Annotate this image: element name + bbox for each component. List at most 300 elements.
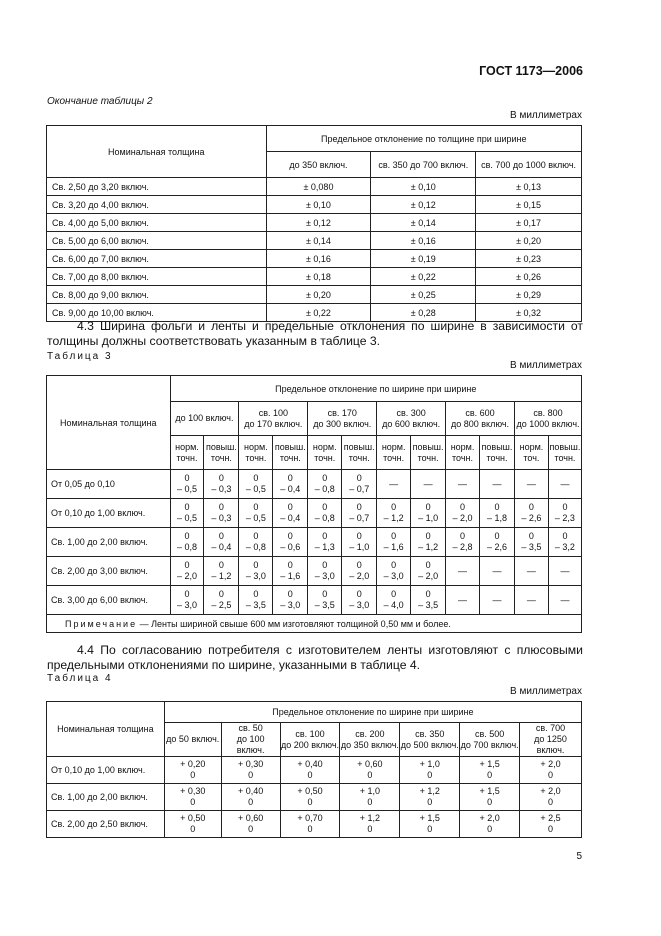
cell-line: – 0,7 <box>349 513 370 523</box>
cell-value <box>221 784 280 811</box>
table-row <box>47 528 582 557</box>
row-label: Св. 7,00 до 8,00 включ. <box>47 268 267 286</box>
cell-value <box>273 470 308 499</box>
cell-value <box>280 811 340 838</box>
cell-value <box>548 470 581 499</box>
cell-line: 0 <box>322 531 328 541</box>
cell-line: – 0,8 <box>176 542 197 552</box>
cell-line: 0 <box>425 502 431 512</box>
table4-group-header: Предельное отклонение по ширине при ширине <box>164 702 581 723</box>
cell-value <box>548 528 581 557</box>
cell-line: – 0,5 <box>176 513 197 523</box>
cell-line: 0 <box>253 502 259 512</box>
cell-value <box>170 470 204 499</box>
cell-value <box>342 528 377 557</box>
cell-line: 0 <box>487 797 493 807</box>
cell-line: + 1,2 <box>419 786 440 796</box>
cell-line: + 2,0 <box>540 786 561 796</box>
cell-value: ± 0,22 <box>371 268 476 286</box>
cell-line: 0 <box>356 473 362 483</box>
accuracy-header <box>377 436 411 470</box>
cell-line: – 3,0 <box>245 571 266 581</box>
cell-value <box>411 528 446 557</box>
cell-line: + 0,50 <box>297 786 323 796</box>
cell-line: точн. <box>486 452 508 463</box>
cell-line: точн. <box>417 452 439 463</box>
table3 <box>46 375 582 633</box>
cell-line: св. 600 <box>465 407 495 418</box>
cell-line: точн. <box>452 452 474 463</box>
cell-value <box>342 470 377 499</box>
table-row <box>47 232 582 250</box>
cell-value <box>480 557 515 586</box>
table2-units: В миллиметрах <box>510 110 582 121</box>
accuracy-header <box>342 436 377 470</box>
cell-line: — <box>526 478 536 489</box>
cell-value <box>514 528 548 557</box>
cell-line: точн. <box>554 452 576 463</box>
cell-line: до 800 включ. <box>450 418 510 429</box>
cell-line: до 500 включ. <box>400 739 459 750</box>
cell-line: 0 <box>367 770 373 780</box>
cell-line: св. 170 <box>327 407 357 418</box>
cell-value: ± 0,19 <box>371 250 476 268</box>
cell-line: 0 <box>287 531 293 541</box>
cell-value <box>273 528 308 557</box>
cell-value <box>520 757 582 784</box>
cell-line: – 0,4 <box>211 542 232 552</box>
cell-line: 0 <box>391 589 397 599</box>
cell-value: ± 0,22 <box>266 304 371 322</box>
cell-line: точн. <box>210 452 232 463</box>
width-range-header <box>377 402 446 436</box>
cell-line: – 3,0 <box>176 600 197 610</box>
cell-line: + 0,20 <box>180 759 206 769</box>
cell-line: точн. <box>348 452 370 463</box>
cell-line: – 0,8 <box>245 542 266 552</box>
cell-line: – 1,0 <box>349 542 370 552</box>
cell-line: до 300 включ. <box>313 418 372 429</box>
cell-line: 0 <box>190 797 196 807</box>
cell-line: повыш. <box>412 441 444 452</box>
table-row <box>47 811 582 838</box>
cell-line: повыш. <box>549 441 581 452</box>
cell-value <box>221 811 280 838</box>
cell-value <box>273 557 308 586</box>
cell-value: ± 0,20 <box>476 232 582 250</box>
cell-line: – 2,0 <box>349 571 370 581</box>
cell-line: точн. <box>383 452 405 463</box>
width-range-header <box>400 723 460 757</box>
cell-line: 0 <box>427 797 433 807</box>
accuracy-header <box>548 436 581 470</box>
cell-line: – 0,5 <box>245 513 266 523</box>
table2-subheader: св. 700 до 1000 включ. <box>476 152 582 178</box>
accuracy-header <box>273 436 308 470</box>
cell-line: св. 100 <box>295 728 325 739</box>
page-number: 5 <box>576 851 582 862</box>
accuracy-header <box>411 436 446 470</box>
cell-line: – 0,4 <box>280 484 301 494</box>
cell-line: 0 <box>425 531 431 541</box>
cell-line: до 170 включ. <box>244 418 303 429</box>
cell-line: точн. <box>176 452 198 463</box>
cell-value <box>460 757 520 784</box>
cell-value <box>342 499 377 528</box>
cell-value: ± 0,17 <box>476 214 582 232</box>
cell-line: 0 <box>562 502 568 512</box>
width-range-header <box>308 402 377 436</box>
cell-value <box>400 757 460 784</box>
table-row <box>47 499 582 528</box>
cell-line: – 2,0 <box>452 513 473 523</box>
cell-line: 0 <box>307 797 313 807</box>
row-label: От 0,10 до 1,00 включ. <box>47 757 165 784</box>
cell-line: 0 <box>322 560 328 570</box>
cell-line: + 0,30 <box>180 786 206 796</box>
row-label: Св. 2,50 до 3,20 включ. <box>47 178 267 196</box>
row-label: Св. 6,00 до 7,00 включ. <box>47 250 267 268</box>
cell-line: до 350 включ. <box>340 739 399 750</box>
cell-line: – 3,5 <box>521 542 542 552</box>
cell-line: 0 <box>487 770 493 780</box>
cell-line: – 3,2 <box>554 542 575 552</box>
cell-line: – 0,6 <box>280 542 301 552</box>
cell-value <box>170 557 204 586</box>
cell-value: ± 0,16 <box>266 250 371 268</box>
cell-line: 0 <box>184 473 190 483</box>
cell-line: 0 <box>307 824 313 834</box>
cell-value <box>308 557 342 586</box>
row-label: Св. 1,00 до 2,00 включ. <box>47 528 171 557</box>
cell-value <box>446 499 480 528</box>
cell-value <box>164 784 221 811</box>
cell-line: 0 <box>253 560 259 570</box>
cell-value <box>204 557 239 586</box>
cell-value: ± 0,14 <box>371 214 476 232</box>
cell-line: 0 <box>356 502 362 512</box>
table-row <box>47 196 582 214</box>
cell-line: св. 200 <box>355 728 385 739</box>
cell-line: повыш. <box>481 441 513 452</box>
cell-value: ± 0,15 <box>476 196 582 214</box>
width-range-header <box>446 402 515 436</box>
cell-value <box>239 528 273 557</box>
cell-value <box>411 470 446 499</box>
cell-value <box>170 586 204 615</box>
table4 <box>46 701 582 838</box>
row-label: Св. 9,00 до 10,00 включ. <box>47 304 267 322</box>
row-label: От 0,10 до 1,00 включ. <box>47 499 171 528</box>
width-range-header <box>280 723 340 757</box>
cell-line: точн. <box>279 452 301 463</box>
cell-value <box>514 470 548 499</box>
cell-line: 0 <box>218 473 224 483</box>
table4-units: В миллиметрах <box>510 686 582 697</box>
row-label: Св. 2,00 до 2,50 включ. <box>47 811 165 838</box>
table3-note <box>47 615 582 633</box>
cell-line: — <box>458 594 468 605</box>
cell-line: норм. <box>381 441 406 452</box>
cell-value: ± 0,12 <box>266 214 371 232</box>
cell-value: ± 0,23 <box>476 250 582 268</box>
cell-value <box>308 586 342 615</box>
cell-line: 0 <box>218 589 224 599</box>
cell-line: 0 <box>253 473 259 483</box>
cell-value <box>273 499 308 528</box>
cell-line: — <box>526 594 536 605</box>
cell-line: 0 <box>460 531 466 541</box>
cell-line: + 1,5 <box>479 759 500 769</box>
width-range-header <box>460 723 520 757</box>
cell-value <box>280 757 340 784</box>
cell-line: 0 <box>287 589 293 599</box>
cell-line: до 200 включ. <box>280 739 340 750</box>
table3-units: В миллиметрах <box>510 360 582 371</box>
cell-line: 0 <box>391 531 397 541</box>
cell-line: 0 <box>427 824 433 834</box>
cell-value: ± 0,18 <box>266 268 371 286</box>
width-range-header <box>520 723 582 757</box>
width-range-header <box>340 723 400 757</box>
table4-nominal-header: Номинальная толщина <box>47 702 165 757</box>
cell-line: 0 <box>184 560 190 570</box>
cell-value <box>340 757 400 784</box>
cell-line: — <box>492 478 502 489</box>
cell-line: – 0,5 <box>245 484 266 494</box>
cell-line: + 0,40 <box>297 759 323 769</box>
cell-line: + 1,2 <box>359 813 380 823</box>
accuracy-header <box>239 436 273 470</box>
cell-line: – 3,0 <box>383 571 404 581</box>
cell-line: 0 <box>528 531 534 541</box>
cell-value <box>377 470 411 499</box>
cell-value <box>411 586 446 615</box>
cell-line: — <box>492 565 502 576</box>
cell-value <box>446 528 480 557</box>
accuracy-header <box>170 436 204 470</box>
cell-line: + 1,0 <box>359 786 380 796</box>
cell-value: ± 0,32 <box>476 304 582 322</box>
cell-line: – 4,0 <box>383 600 404 610</box>
cell-line: 0 <box>391 560 397 570</box>
cell-value: ± 0,14 <box>266 232 371 250</box>
table2-group-header: Предельное отклонение по толщине при ширине <box>266 126 581 152</box>
cell-value <box>411 499 446 528</box>
cell-line: — <box>560 478 570 489</box>
cell-line: 0 <box>218 560 224 570</box>
cell-value <box>377 557 411 586</box>
cell-value <box>340 811 400 838</box>
cell-line: – 3,5 <box>245 600 266 610</box>
cell-value <box>239 470 273 499</box>
cell-value <box>273 586 308 615</box>
table-row <box>47 268 582 286</box>
table3-group-header: Предельное отклонение по ширине при ширине <box>170 376 581 402</box>
cell-value <box>460 784 520 811</box>
row-label: Св. 5,00 до 6,00 включ. <box>47 232 267 250</box>
cell-value <box>446 557 480 586</box>
cell-value <box>377 586 411 615</box>
cell-line: – 2,3 <box>554 513 575 523</box>
paragraph-4-4: 4.4 По согласованию потребителя с изготовителем ленты изготовляют с плюсовыми предельными отклонениями по ширине, указанными в таблице 4. <box>47 643 583 672</box>
cell-line: 0 <box>287 502 293 512</box>
cell-value <box>170 499 204 528</box>
cell-line: до 600 включ. <box>382 418 441 429</box>
cell-value <box>480 586 515 615</box>
cell-line: повыш. <box>343 441 375 452</box>
cell-line: 0 <box>190 824 196 834</box>
cell-value <box>308 528 342 557</box>
cell-value <box>446 470 480 499</box>
cell-line: — <box>560 594 570 605</box>
note-label: Примечание <box>65 618 138 629</box>
cell-line: 0 <box>190 770 196 780</box>
cell-value <box>204 528 239 557</box>
cell-line: – 3,0 <box>280 600 301 610</box>
cell-line: 0 <box>253 531 259 541</box>
table2-caption: Окончание таблицы 2 <box>47 96 153 107</box>
cell-value <box>377 499 411 528</box>
cell-line: – 3,5 <box>314 600 335 610</box>
cell-value <box>411 557 446 586</box>
note-text: — Ленты шириной свыше 600 мм изготовляют толщиной 0,50 мм и более. <box>137 618 451 629</box>
row-label: От 0,05 до 0,10 <box>47 470 171 499</box>
cell-line: — <box>458 478 468 489</box>
cell-line: 0 <box>218 502 224 512</box>
cell-value <box>480 470 515 499</box>
cell-line: 0 <box>356 560 362 570</box>
width-range-header <box>514 402 581 436</box>
cell-line: – 1,2 <box>383 513 404 523</box>
cell-value: ± 0,13 <box>476 178 582 196</box>
cell-line: св. 700 <box>535 723 566 733</box>
cell-line: точ. <box>523 452 540 463</box>
cell-line: + 0,60 <box>237 813 264 823</box>
cell-line: – 2,0 <box>418 571 439 581</box>
cell-line: св. 350 <box>415 728 445 739</box>
row-label: Св. 2,00 до 3,00 включ. <box>47 557 171 586</box>
cell-line: св. 50 <box>238 723 263 733</box>
cell-value <box>400 784 460 811</box>
document-standard-number: ГОСТ 1173—2006 <box>479 64 583 78</box>
cell-value <box>342 557 377 586</box>
cell-value <box>548 499 581 528</box>
cell-value <box>514 557 548 586</box>
cell-value <box>239 586 273 615</box>
cell-value <box>308 470 342 499</box>
cell-value <box>480 528 515 557</box>
cell-value <box>460 811 520 838</box>
cell-value: ± 0,10 <box>371 178 476 196</box>
cell-value: ± 0,080 <box>266 178 371 196</box>
cell-line: – 0,7 <box>349 484 370 494</box>
cell-line: 0 <box>322 473 328 483</box>
cell-value: ± 0,10 <box>266 196 371 214</box>
cell-line: 0 <box>367 824 373 834</box>
cell-line: + 0,30 <box>237 759 264 769</box>
table2 <box>46 125 582 322</box>
table-row <box>47 286 582 304</box>
cell-line: — <box>526 565 536 576</box>
cell-value: ± 0,20 <box>266 286 371 304</box>
cell-line: св. 300 <box>396 407 426 418</box>
cell-line: + 2,0 <box>540 759 561 769</box>
table4-caption: Таблица 4 <box>47 673 113 684</box>
cell-value <box>377 528 411 557</box>
cell-line: 0 <box>218 531 224 541</box>
cell-line: св. 100 <box>258 407 288 418</box>
cell-line: 0 <box>487 824 493 834</box>
cell-line: – 2,5 <box>211 600 232 610</box>
cell-line: 0 <box>367 797 373 807</box>
cell-line: 0 <box>184 531 190 541</box>
cell-value: ± 0,29 <box>476 286 582 304</box>
cell-line: точн. <box>245 452 267 463</box>
cell-line: – 0,8 <box>314 484 335 494</box>
cell-value <box>514 586 548 615</box>
cell-line: – 1,8 <box>486 513 507 523</box>
cell-line: – 0,3 <box>211 513 232 523</box>
cell-value <box>280 784 340 811</box>
cell-line: + 1,0 <box>419 759 440 769</box>
cell-line: — <box>458 565 468 576</box>
table2-nominal-header: Номинальная толщина <box>47 126 267 178</box>
cell-line: – 3,0 <box>314 571 335 581</box>
cell-line: + 0,50 <box>180 813 206 823</box>
width-range-header <box>170 402 239 436</box>
cell-line: 0 <box>548 797 554 807</box>
cell-line: 0 <box>528 502 534 512</box>
cell-line: – 0,8 <box>314 513 335 523</box>
cell-value <box>520 811 582 838</box>
cell-line: 0 <box>425 589 431 599</box>
cell-line: 0 <box>253 589 259 599</box>
cell-value: ± 0,26 <box>476 268 582 286</box>
cell-line: 0 <box>548 770 554 780</box>
cell-value <box>221 757 280 784</box>
cell-line: + 2,5 <box>540 813 561 823</box>
cell-line: 0 <box>548 824 554 834</box>
cell-line: 0 <box>287 560 293 570</box>
cell-value: ± 0,16 <box>371 232 476 250</box>
cell-line: 0 <box>494 531 500 541</box>
cell-line: + 0,40 <box>237 786 264 796</box>
row-label: Св. 3,00 до 6,00 включ. <box>47 586 171 615</box>
cell-line: – 3,5 <box>418 600 439 610</box>
cell-line: + 1,5 <box>479 786 500 796</box>
cell-value: ± 0,28 <box>371 304 476 322</box>
cell-line: до 700 включ. <box>460 739 519 750</box>
cell-line: – 1,0 <box>418 513 439 523</box>
width-range-header <box>239 402 308 436</box>
cell-line: — <box>560 565 570 576</box>
table3-caption: Таблица 3 <box>47 351 113 362</box>
accuracy-header <box>480 436 515 470</box>
table2-subheader: св. 350 до 700 включ. <box>371 152 476 178</box>
cell-line: 0 <box>427 770 433 780</box>
table3-nominal-header: Номинальная толщина <box>47 376 171 470</box>
cell-line: 0 <box>460 502 466 512</box>
cell-value <box>239 499 273 528</box>
cell-line: + 1,5 <box>419 813 440 823</box>
paragraph-4-3: 4.3 Ширина фольги и ленты и предельные отклонения по ширине в зависимости от толщины должны соответствовать указанным в таблице 3. <box>47 319 583 348</box>
cell-line: повыш. <box>274 441 306 452</box>
cell-line: 0 <box>356 531 362 541</box>
cell-value <box>480 499 515 528</box>
cell-line: до 1250 включ. <box>534 734 567 755</box>
cell-line: 0 <box>391 502 397 512</box>
